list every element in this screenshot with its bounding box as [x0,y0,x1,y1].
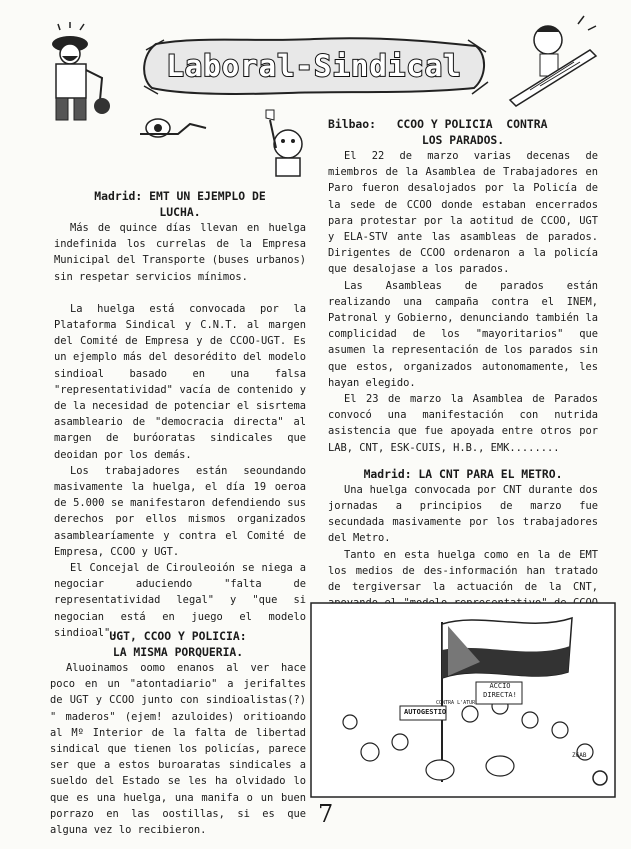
paragraph: El 22 de marzo varias decenas de miembros de la Asamblea de Trabajadores en Paro fueron desalojados por la Policía de la sede de CCOO donde estaban encerrados para protestar por la aotitud de CCOO, UGT y ELA-STV ante las asambleas de parados. Dirigentes de CCOO ordenaron a la policía que desalojase a los parados. [328,150,598,276]
protest-cartoon [310,602,616,798]
paragraph: Más de quince días llevan en huelga indefinida los currelas de la Empresa Municipal del Transporte (buses urbanos) sin respetar servicios mínimos. [54,222,306,283]
paragraph: El Concejal de Cirouleoión se niega a negociar aduciendo "falta de representatividad legal" y "que si negocian está en juego el modelo sindioal". [54,562,306,639]
banner-title: Laboral-Sindical [166,49,462,83]
article-heading: UGT, CCOO Y POLICIA: [109,629,247,643]
article-ugt-ccoo [50,628,306,838]
paragraph: Tanto en esta huelga como en la de EMT los medios de des-información han tratado de tergiversar la actuación de la CNT, [328,548,598,594]
worker-cartoon [40,20,140,130]
paragraph: Aluoinamos oomo enanos al ver hace poco en un "atontadiario" a jerifaltes de UGT y CCOO junto con sindioalistas(?) " maderos" (ejem! azuloides) oritioando al Mº Interior de la falta de libertad sindical que tienen los policías, parece ser que a estos buroaratas sindicales a sueldo del Estado se les ha olvidado lo que es una huelga, una manifa o un buen porrazo en las oostillas, si es que alguna vez lo recibieron. [50,662,306,837]
bat-cartoon [500,10,610,110]
page-number: 7 [318,800,334,828]
article-heading: LUCHA. [159,205,201,219]
section-banner [138,36,490,96]
paragraph: Los trabajadores están seoundando masivamente la huelga, el día 19 oeroa de 5.000 se manifestaron defendiendo sus derechos por ellos mismos organizados asamblearíamente y contra el Comité de Empresa, CCOO y UGT. [54,464,306,558]
article-heading: Madrid: EMT UN EJEMPLO DE [94,189,266,203]
sign-autogestio: AUTOGESTIO [404,708,447,716]
article-heading: LOS PARADOS. [421,133,505,147]
paragraph: Las Asambleas de parados están realizando una campaña contra el INEM, Patronal y Gobierno, denunciando también la complicidad de los "mayoritarios" que asumen la representación de los parados sin que estos, organizados autonomamente, les hayan elegido. [328,279,598,389]
artist-signature: ZGAB [572,752,587,759]
article-heading: Bilbao: CCOO Y POLICIA CONTRA [328,117,548,131]
article-madrid-emt [54,188,306,641]
article-heading: LA MISMA PORQUERIA. [112,645,244,659]
fist-cartoon [138,108,318,180]
sign-atur: CONTRA L'ATUR [436,700,476,706]
paragraph: El 23 de marzo la Asamblea de Parados convocó una manifestación con nutrida asistencia que fue apoyada entre otros por LAB, CNT, ESK-CUIS, H.B., EMK........ [328,393,598,454]
article-heading: Madrid: LA CNT PARA EL METRO. [363,466,563,481]
sign-accio: ACCIO DIRECTA! [483,682,517,699]
article-bilbao [328,116,598,628]
paragraph: La huelga está convocada por la Plataforma Sindical y C.N.T. al margen del Comité de Empresa y de CCOO-UGT. Es un ejemplo más del desorédito del modelo sindioal basado en una falsa "representatividad" vacía de contenido y de la necesidad de potenciar el sisrtema asambleario de "democracia directa" al margen de buróoratas sindicales que deoidan por los demás. [54,302,306,461]
paragraph: Una huelga convocada por CNT durante dos jornadas a principios de marzo fue secundada masivamente por los trabajadores del Metro. [328,483,598,545]
